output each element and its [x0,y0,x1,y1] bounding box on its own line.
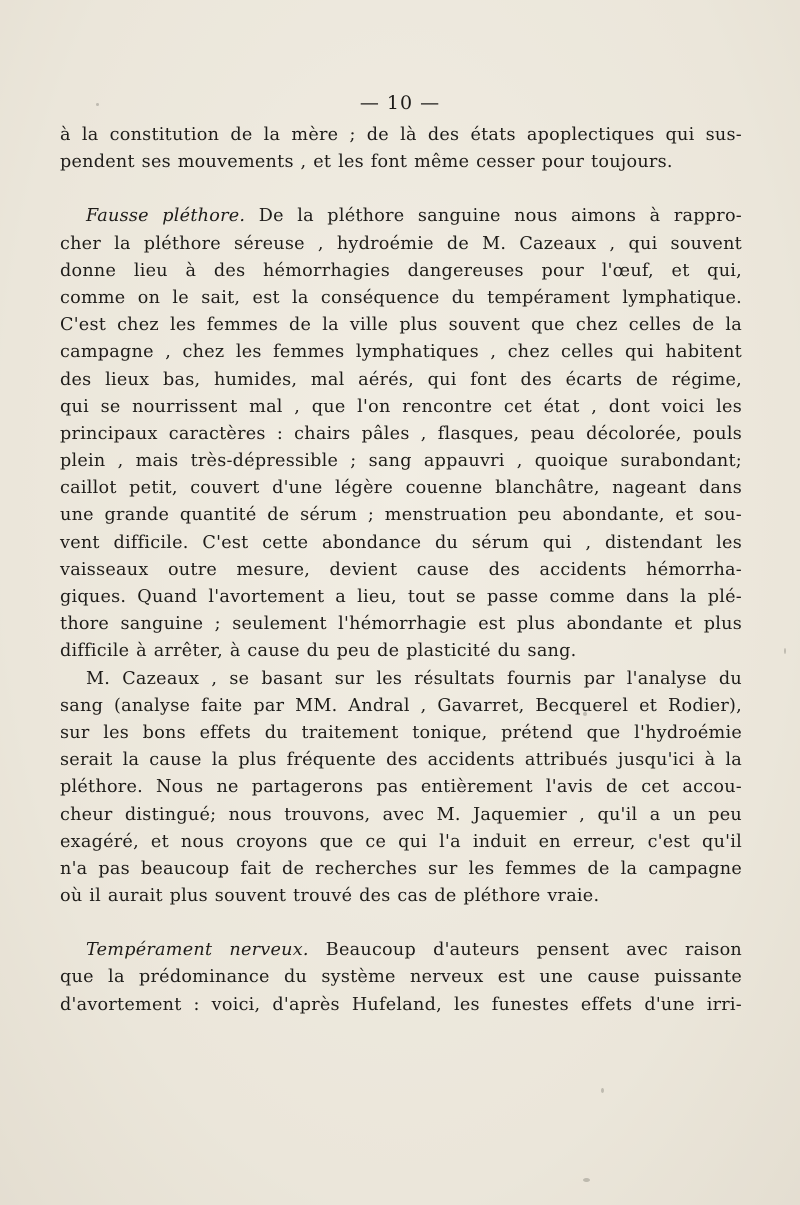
text-line: Beaucoup d'auteurs pensent avec raison [308,940,742,961]
text-line: campagne , chez les femmes lymphatiques , chez celles qui habitent [60,342,742,363]
text-line: n'a pas beaucoup fait de recherches sur les femmes de la campagne [60,858,742,879]
ink-speck [583,712,587,716]
text-line: cheur distingué; nous trouvons, avec M. Jaquemier , qu'il a un peu [60,804,742,825]
page-number: — 10 — [359,92,441,114]
paragraph-fausse-plethore [60,203,742,665]
text-line: M. Cazeaux , se basant sur les résultats fournis par l'analyse du [86,668,742,689]
paragraph-continuation [60,122,742,176]
paragraph-cazeaux [60,666,742,911]
text-line: vent difficile. C'est cette abondance du sérum qui , distendant les [60,532,742,553]
paragraph-temperament-nerveux [60,937,742,1019]
text-line: sur les bons effets du traitement tonique, prétend que l'hydroémie [60,722,742,743]
ink-speck [583,1178,590,1182]
text-line: C'est chez les femmes de la ville plus souvent que chez celles de la [60,315,742,336]
text-line: pendent ses mouvements , et les font même cesser pour toujours. [60,152,673,173]
text-line: giques. Quand l'avortement a lieu, tout se passe comme dans la plé- [60,587,742,607]
text-line: que la prédominance du système nerveux est une cause puissante [60,967,742,988]
text-line: principaux caractères : chairs pâles , flasques, peau décolorée, pouls [60,423,742,444]
body-text [60,122,742,1019]
text-line: donne lieu à des hémorrhagies dangereuses pour l'œuf, et qui, [60,260,742,281]
section-heading: Tempérament nerveux. [86,940,309,961]
text-line: une grande quantité de sérum ; menstruation peu abondante, et sou- [60,505,742,526]
text-line: plein , mais très-dépressible ; sang appauvri , quoique surabondant; [60,451,742,472]
text-line: qui se nourrissent mal , que l'on rencontre cet état , dont voici les [60,396,742,417]
text-line-with-heading [60,203,742,230]
text-line: comme on le sait, est la conséquence du tempérament lymphatique. [60,287,742,308]
text-line: serait la cause la plus fréquente des accidents attribués jusqu'ici à la [60,750,742,771]
text-line: exagéré, et nous croyons que ce qui l'a induit en erreur, c'est qu'il [60,831,742,852]
text-line: pléthore. Nous ne partagerons pas entièrement l'avis de cet accou- [60,777,742,798]
ink-speck [784,648,786,654]
section-heading: Fausse pléthore. [86,206,246,227]
text-line: des lieux bas, humides, mal aérés, qui font des écarts de régime, [60,369,742,390]
text-line: difficile à arrêter, à cause du peu de plasticité du sang. [60,641,577,662]
text-line: vaisseaux outre mesure, devient cause des accidents hémorrha- [60,559,742,580]
text-line: d'avortement : voici, d'après Hufeland, les funestes effets d'une irri- [60,994,742,1015]
text-line: sang (analyse faite par MM. Andral , Gavarret, Becquerel et Rodier), [60,695,742,716]
text-line: cher la pléthore séreuse , hydroémie de M. Cazeaux , qui souvent [60,233,742,254]
text-line-with-heading [60,937,742,964]
ink-speck [96,103,99,106]
text-line: thore sanguine ; seulement l'hémorrhagie est plus abondante et plus [60,614,742,635]
text-line: à la constitution de la mère ; de là des états apoplectiques qui sus- [60,125,742,145]
text-line: caillot petit, couvert d'une légère couenne blanchâtre, nageant dans [60,478,742,499]
ink-speck [601,1088,604,1093]
text-line: où il aurait plus souvent trouvé des cas de pléthore vraie. [60,886,600,907]
text-line: De la pléthore sanguine nous aimons à rappro- [245,206,743,227]
